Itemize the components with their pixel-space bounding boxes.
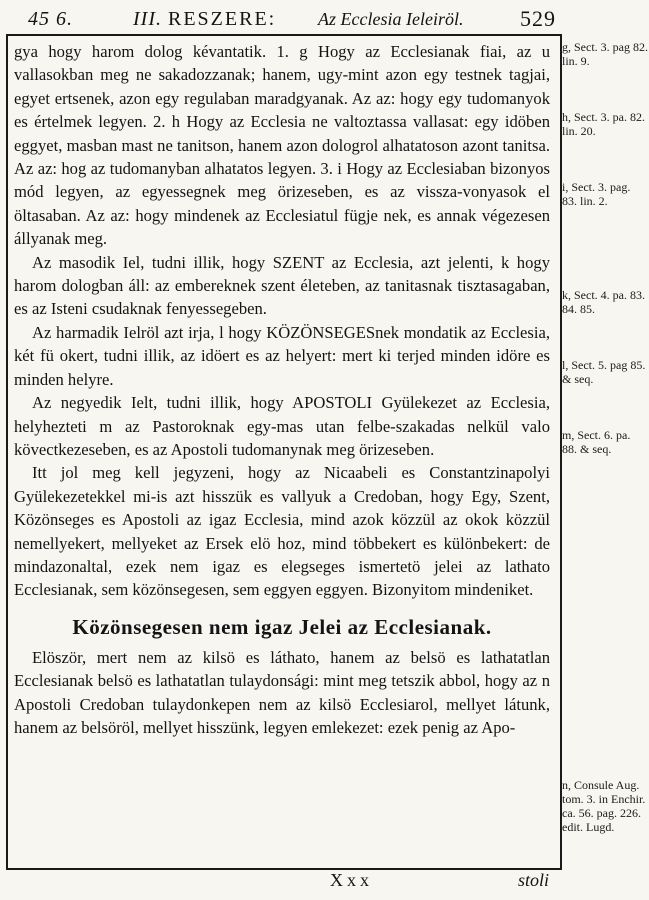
- paragraph-6: Elöször, mert nem az kilsö es láthato, hanem az belsö es lathatatlan Ecclesianak belsö es lathatatlan tulaydonsági: mint meg tetszik abbol, hogy az n Apostoli Credoban tulaydonkepen nem az kilsö Ecclesiarol, mellyet látunk, hanem az belsöröl, mellyet hisszünk, legyen emlekezet: ezek penig az Apo-: [14, 647, 550, 737]
- header-subtitle: Az Ecclesia Ieleiröl.: [318, 9, 464, 29]
- paragraph-4: Az negyedik Ielt, tudni illik, hogy APOSTOLI Gyülekezet az Ecclesia, helyhezteti m az Pastoroknak egy-mas utan felbe-szakadas nelkül valo kövectkezeseben, es az Apostoli tudomanynak meg örizeseben.: [14, 393, 550, 459]
- header-page-marker: 45 6.: [28, 8, 73, 30]
- page-number: 529: [520, 6, 556, 31]
- section-heading: Közönsegesen nem igaz Jelei az Ecclesianak.: [72, 614, 492, 639]
- page-footer: [0, 866, 649, 900]
- paragraph-2: Az masodik Iel, tudni illik, hogy SZENT az Ecclesia, azt jelenti, k hogy harom dologban áll: az embereknek szent életeben, az tanitasnak tisztasagaban, es az Isteni csudaknak fenyessegeben.: [14, 252, 550, 319]
- signature-mark: Xxx: [330, 870, 373, 890]
- margin-note-g: g, Sect. 3. pag 82. lin. 9.: [562, 40, 648, 68]
- paragraph-1: gya hogy harom dolog kévantatik. 1. g Hogy az Ecclesianak fiai, az u vallasokban meg ne sakadozzanak; hanem, ugy-mint azon egy testnek tagjai, egyet ertsenek, azon egy regulaban maradgyanak. Az az: hogy egy tudomanyok es értelmek legyen. 2. h Hogy az Ecclesia ne valtoztassa vallasat: egy idöben eggyet, masban mast ne tanitson, hanem azon dologrol alhatatoson azont tanitsa. Az az: hog az tudomanyban alhatatos legyen. 3. i Hogy az Ecclesiaban bizonyos mód legyen, az egyessegnek meg örizeseben, es az vissza-vonyasok el öltasaban. Az az: hogy mindenek az Ecclesiatul fügje nek, es annak végezesen állyanak meg.: [14, 42, 550, 249]
- margin-note-m: m, Sect. 6. pa. 88. & seq.: [562, 428, 631, 456]
- margin-note-k: k, Sect. 4. pa. 83. 84. 85.: [562, 288, 645, 316]
- header-title: RESZERE:: [168, 8, 277, 30]
- paragraph-3: Az harmadik Ielröl azt irja, l hogy KÖZÖNSEGESnek mondatik az Ecclesia, két fü okert, tudni illik, az idöert es az helyert: mert ki terjed minden idöre es minden helyre.: [14, 322, 550, 389]
- margin-note-n: n, Consule Aug. tom. 3. in Enchir. ca. 56. pag. 226. edit. Lugd.: [562, 778, 646, 834]
- header-part-number: III.: [133, 8, 162, 30]
- margin-note-l: l, Sect. 5. pag 85. & seq.: [562, 358, 646, 386]
- main-text-column: [14, 40, 550, 739]
- running-header: [28, 6, 556, 34]
- catchword: stoli: [518, 870, 550, 890]
- margin-note-h: h, Sect. 3. pa. 82. lin. 20.: [562, 110, 645, 138]
- paragraph-5: Itt jol meg kell jegyzeni, hogy az Nicaabeli es Constantzinapolyi Gyülekezetekkel mi-is azt hisszük es vallyuk a Credoban, hogy Egy, Szent, Közönseges es Apostoli az igaz Ecclesia, mind azok közzül az okok közzül nemellyekert, mellyeket az Ersek elö hoz, mind többekert es különbekert: de mindazonaltal, ezek nem igaz es elegseges ismertetö jelei az lathato Ecclesianak, sem közönsegesen, sem eggyen eggyen. Bizonyitom mindeniket.: [14, 463, 550, 600]
- margin-note-i: i, Sect. 3. pag. 83. lin. 2.: [562, 180, 631, 208]
